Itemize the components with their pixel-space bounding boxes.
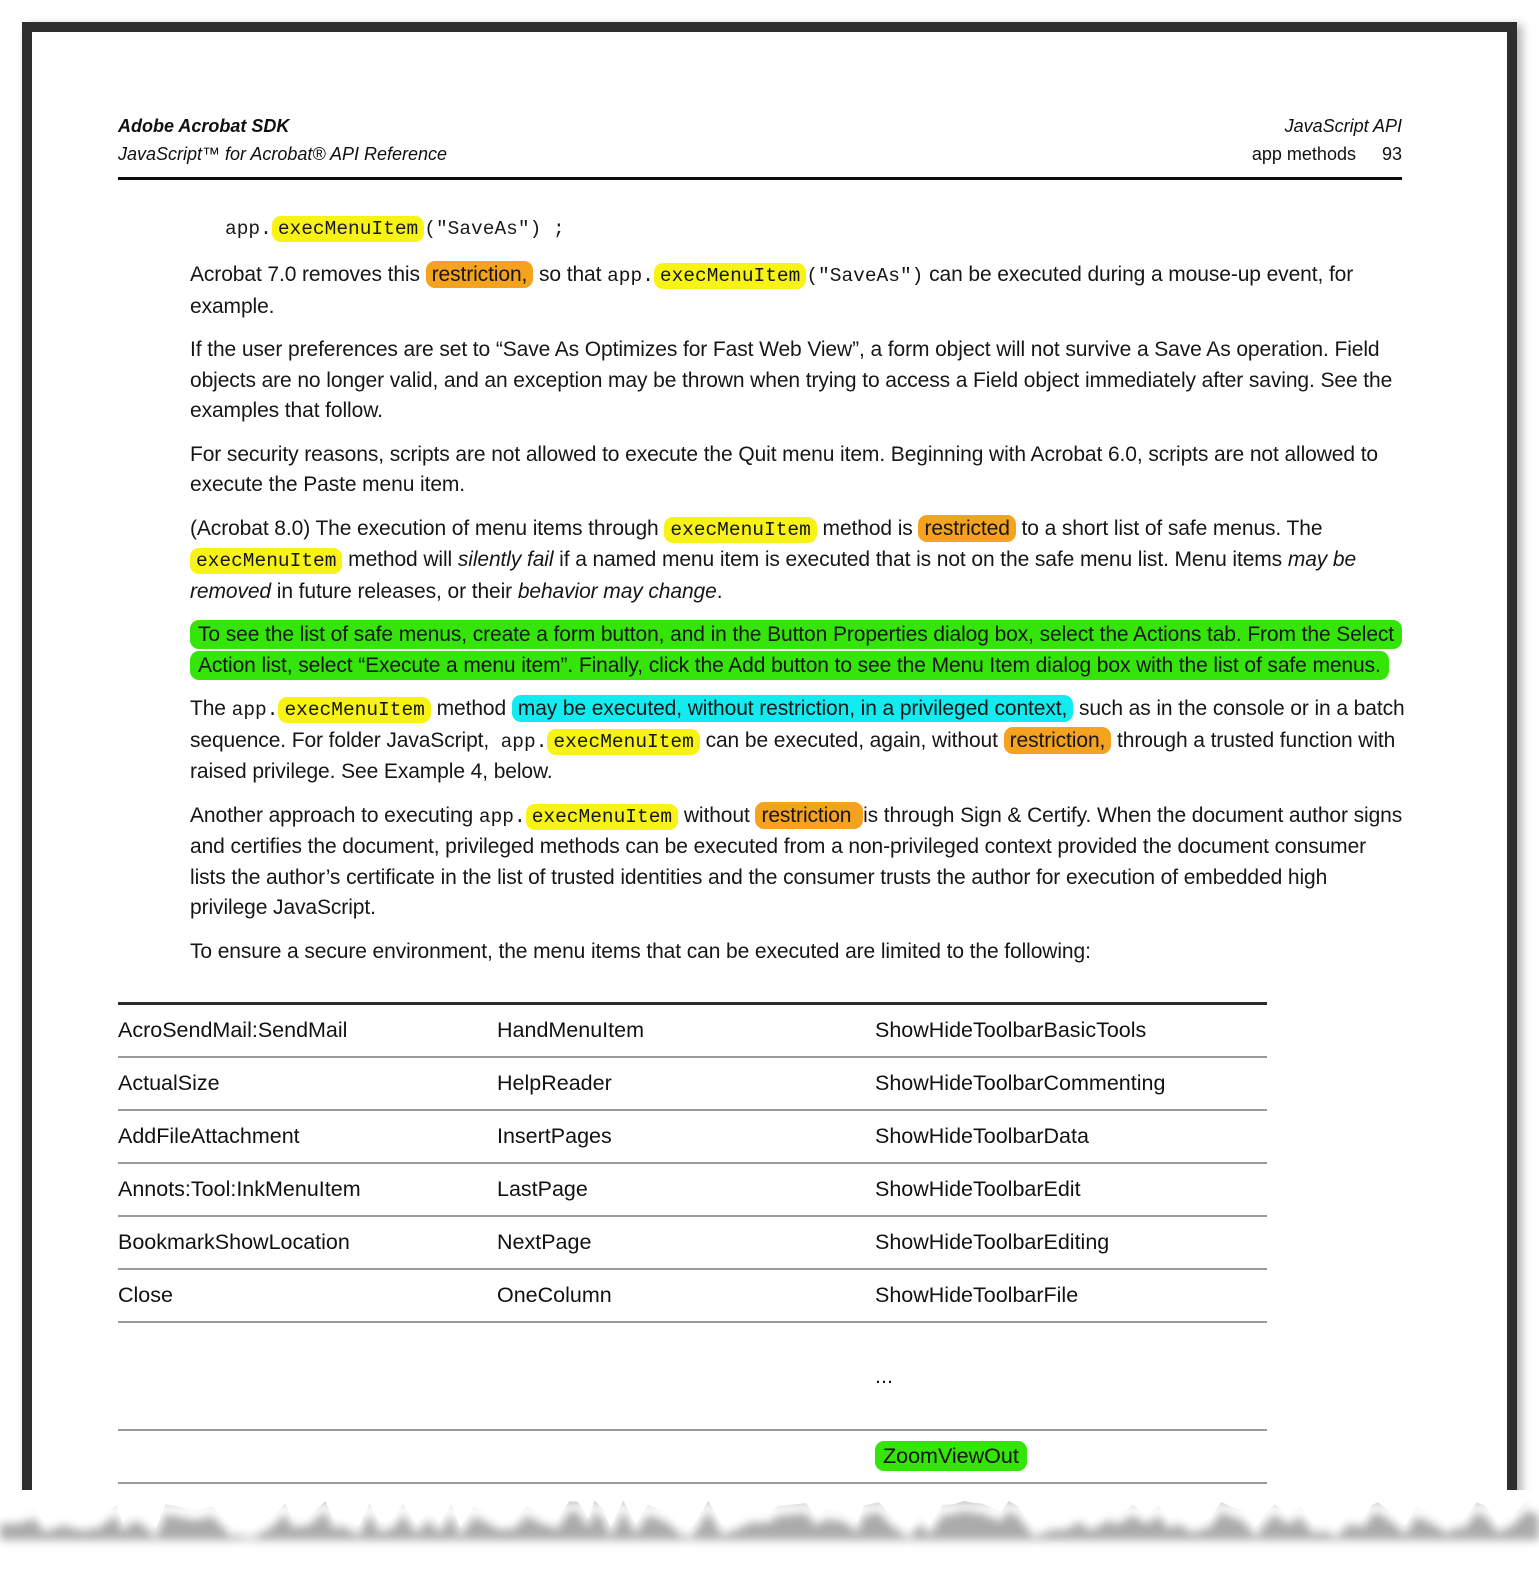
menu-item-cell: ShowHideToolbarEdit	[875, 1177, 1081, 1201]
paragraph	[190, 801, 1406, 924]
text: is through Sign & Certify. When the document author signs and certifies the document, privileged methods can be executed from a non-privileged context provided the document consumer lists the author’s certificate in the list of trusted identities and the consumer trusts the author for execution of embedded high privilege JavaScript.	[190, 803, 1403, 919]
text: method	[430, 697, 512, 720]
text: Another approach to executing	[190, 803, 479, 827]
menu-item-cell: LastPage	[497, 1177, 588, 1201]
table-row	[118, 1270, 1267, 1323]
header-right	[1252, 112, 1402, 168]
text: if a named menu item is executed that is not on the safe menu list. Menu items	[553, 548, 1288, 571]
text: to a short list of safe menus. The	[1015, 516, 1323, 540]
text: without	[678, 803, 756, 827]
text-cyan: may be executed, without restriction, in a privileged context,	[512, 695, 1073, 722]
menu-item-cell: Annots:Tool:InkMenuItem	[118, 1177, 361, 1201]
text-mono: app.	[231, 699, 279, 721]
text-mono: ("SaveAs")	[806, 265, 924, 287]
text-mono-yellow: execMenuItem	[190, 548, 342, 574]
text-mono-yellow: execMenuItem	[278, 697, 430, 723]
table-row	[118, 1005, 1267, 1058]
body-paragraphs	[190, 260, 1406, 980]
paragraph	[190, 514, 1406, 608]
table-row	[118, 1323, 1267, 1431]
menu-item-cell: ShowHideToolbarCommenting	[875, 1071, 1166, 1095]
text: can be executed, again, without	[699, 728, 1004, 752]
menu-item-cell: BookmarkShowLocation	[118, 1230, 350, 1254]
header-left	[118, 112, 447, 168]
paragraph	[190, 440, 1406, 501]
text: .	[716, 579, 723, 603]
text: For security reasons, scripts are not allowed to execute the Quit menu item. Beginning with Acrobat 6.0, scripts are not allowed to execute the Paste menu item.	[190, 442, 1379, 496]
text-italic: may be removed	[190, 548, 1357, 603]
header-section-label: app methods	[1251, 144, 1356, 164]
text: If the user preferences are set to “Save As Optimizes for Fast Web View”, a form object will not survive a Save As operation. Field objects are no longer valid, and an exception may be thrown when trying to access a Field object immediately after saving. See the examples that follow.	[190, 338, 1393, 422]
header-section	[1252, 140, 1402, 168]
safe-menu-table	[118, 1002, 1267, 1484]
text-mono-yellow: execMenuItem	[272, 216, 424, 242]
text-orange: restriction,	[1004, 727, 1112, 754]
text: such as in the console or in a batch sequence. For folder JavaScript,	[190, 697, 1405, 752]
menu-item-cell: AcroSendMail:SendMail	[118, 1018, 348, 1042]
text: method will	[342, 548, 458, 571]
text-orange: restriction	[755, 802, 863, 829]
green-highlight: ZoomViewOut	[875, 1441, 1027, 1471]
torn-page-edge	[0, 1490, 1539, 1580]
text: (Acrobat 8.0) The execution of menu items through	[190, 516, 665, 540]
menu-item-cell: ShowHideToolbarFile	[875, 1283, 1079, 1307]
page-header	[118, 112, 1402, 180]
text-mono: app.	[225, 218, 272, 240]
text: To ensure a secure environment, the menu items that can be executed are limited to the following:	[190, 939, 1091, 963]
table-row	[118, 1111, 1267, 1164]
text-mono: app.	[478, 805, 526, 828]
text: To see the list of safe menus, create a form button, and in the Button Properties dialog box, select the Actions tab. From the Select Action list, select “Execute a menu item”. Finally, click the Add button to see the Menu Item dialog box with the list of safe menus.	[198, 623, 1395, 677]
table-row	[118, 1164, 1267, 1217]
text: The	[190, 697, 232, 720]
text-mono-yellow: execMenuItem	[654, 263, 806, 289]
text: Acrobat 7.0 removes this	[190, 263, 426, 286]
text: in future releases, or their	[271, 579, 518, 603]
menu-item-cell: ShowHideToolbarEditing	[875, 1230, 1110, 1254]
pdf-page	[22, 22, 1517, 1500]
menu-item-cell: HandMenuItem	[497, 1018, 644, 1042]
text-mono-yellow: execMenuItem	[526, 804, 678, 830]
menu-item-cell: InsertPages	[497, 1124, 612, 1148]
menu-item-cell: ActualSize	[118, 1071, 220, 1095]
text: can be executed during a mouse-up event, for example.	[190, 263, 1354, 318]
page-number: 93	[1381, 144, 1402, 164]
menu-item-cell	[875, 1444, 1267, 1469]
paragraph	[190, 335, 1406, 427]
table-row	[118, 1058, 1267, 1111]
table-row	[118, 1217, 1267, 1270]
text-orange: restricted	[918, 515, 1015, 542]
menu-item-cell: AddFileAttachment	[118, 1124, 300, 1148]
green-highlight-block	[190, 620, 1402, 680]
text-orange: restriction,	[426, 261, 534, 288]
code-snippet	[225, 218, 565, 241]
menu-item-cell: ...	[875, 1363, 893, 1388]
text-mono: ("SaveAs") ;	[424, 218, 565, 240]
table-row	[118, 1431, 1267, 1484]
text-italic: silently fail	[457, 548, 554, 571]
text-mono-yellow: execMenuItem	[664, 517, 816, 543]
text-italic: behavior may change	[517, 579, 717, 603]
menu-item-cell: NextPage	[497, 1230, 592, 1254]
paragraph	[190, 260, 1406, 322]
menu-item-cell: Close	[118, 1283, 173, 1307]
menu-item-cell: OneColumn	[497, 1283, 612, 1307]
text-mono: app.	[607, 265, 654, 287]
paragraph	[190, 937, 1406, 968]
menu-item-cell: ShowHideToolbarData	[875, 1124, 1089, 1148]
header-api-label: JavaScript API	[1284, 116, 1402, 136]
text-mono-yellow: execMenuItem	[547, 729, 699, 755]
text: method is	[816, 516, 919, 540]
header-subtitle: JavaScript™ for Acrobat® API Reference	[118, 144, 448, 164]
text-mono: app.	[500, 730, 548, 753]
paragraph	[190, 694, 1406, 788]
header-title: Adobe Acrobat SDK	[118, 116, 290, 136]
menu-item-cell: HelpReader	[497, 1071, 612, 1095]
text: so that	[533, 263, 608, 286]
paragraph	[190, 620, 1406, 681]
text: through a trusted function with raised privilege. See Example 4, below.	[190, 728, 1396, 783]
menu-item-cell: ShowHideToolbarBasicTools	[875, 1018, 1147, 1042]
